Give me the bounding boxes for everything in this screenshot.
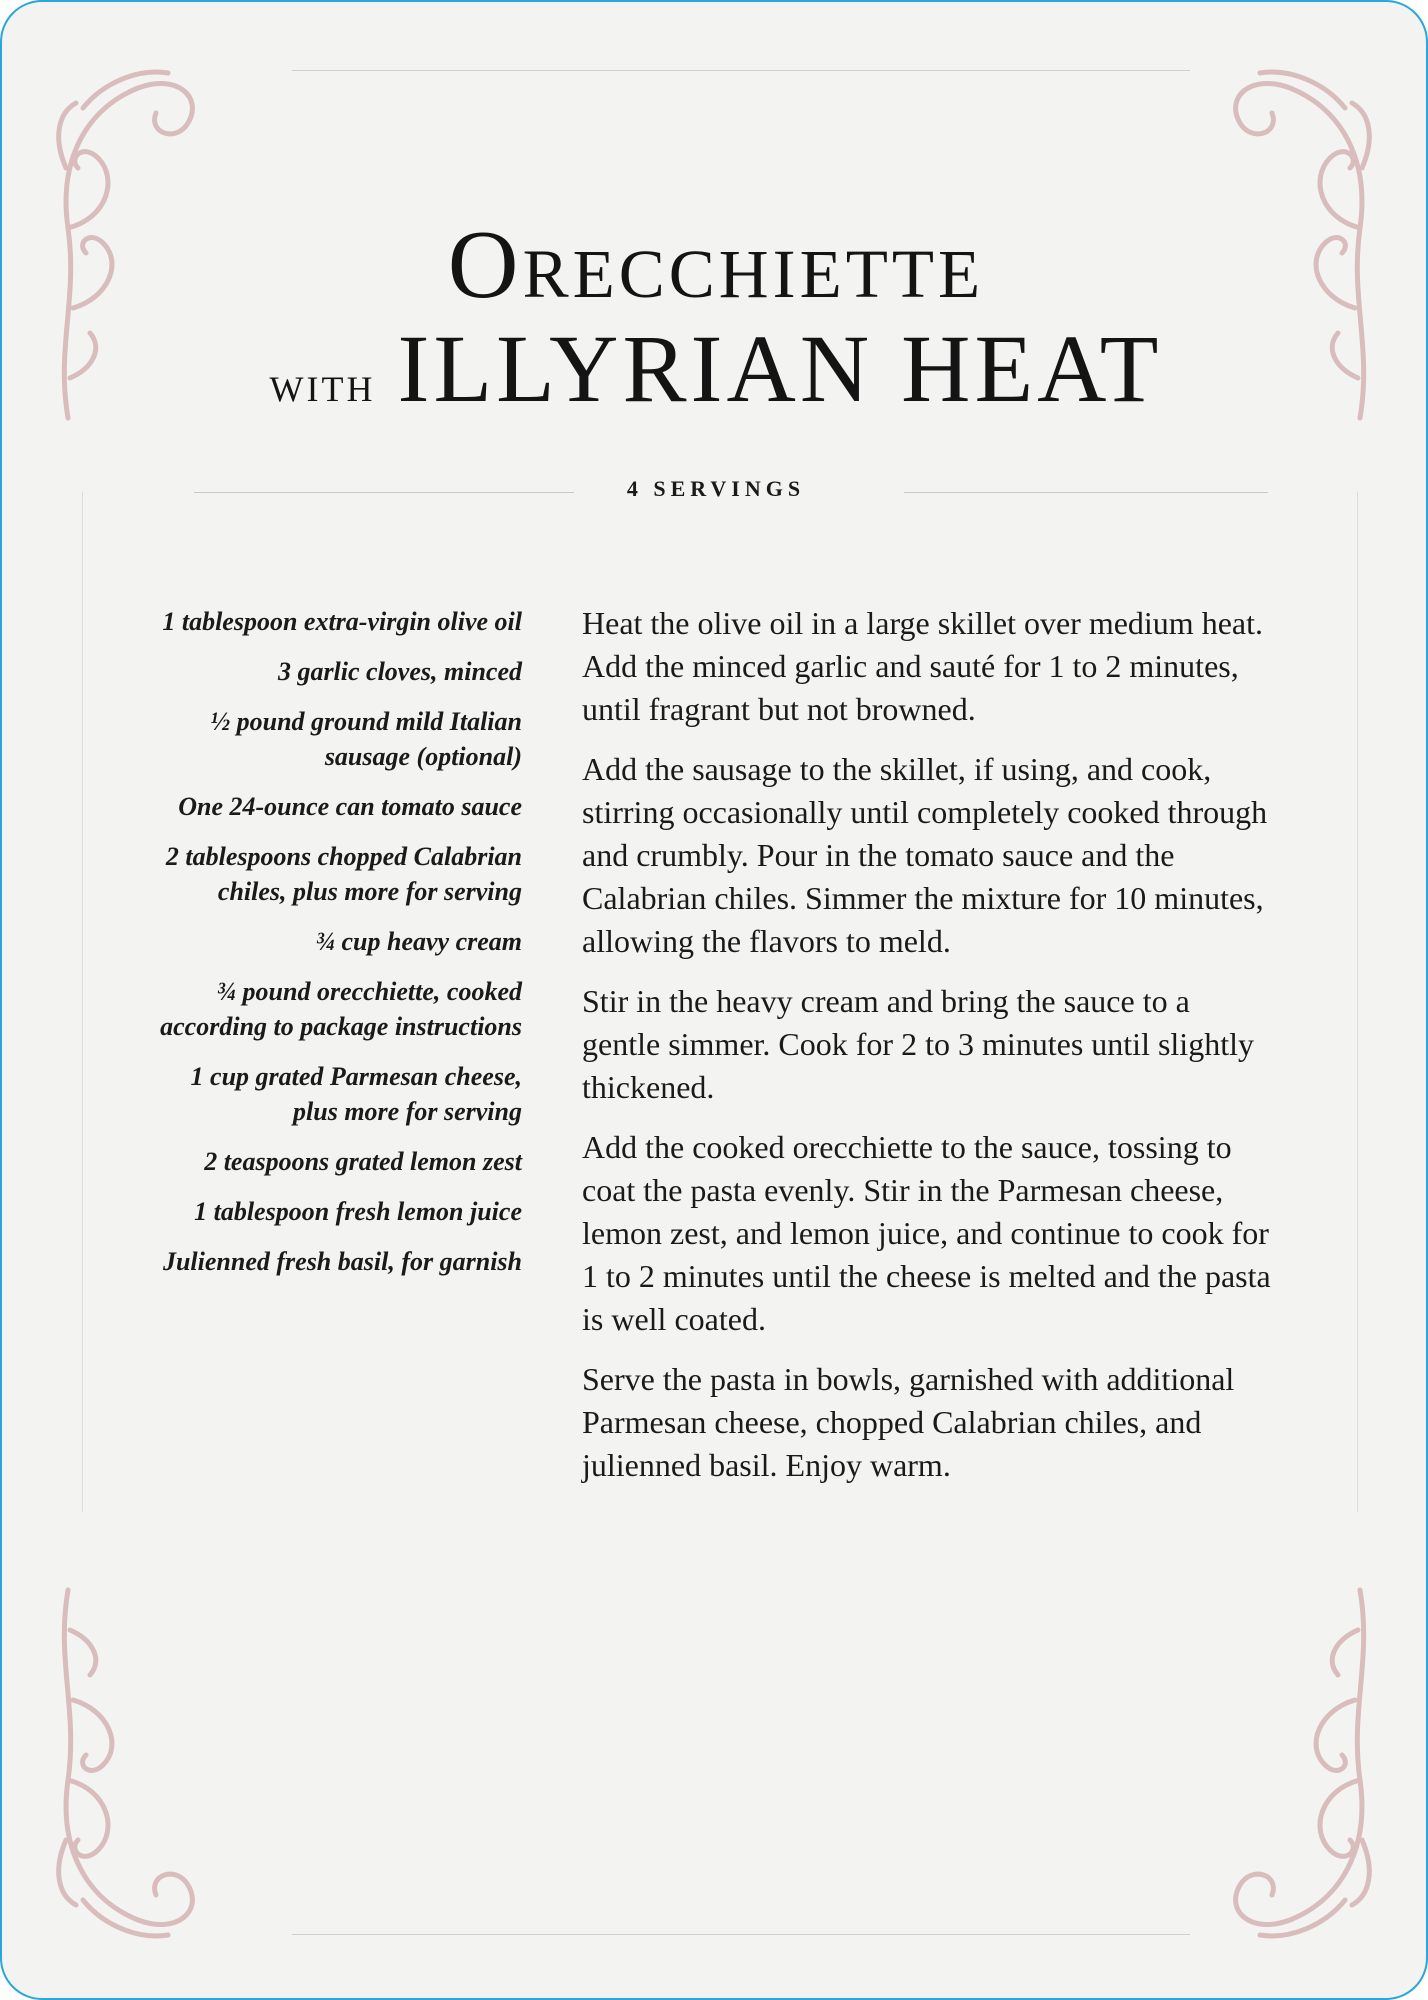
recipe-title [2, 213, 1428, 437]
ingredient-item: 1 cup grated Parmesan cheese, plus more for serving [190, 1062, 522, 1126]
title-line-1: Orecchiette [447, 211, 985, 320]
ingredient-item: 1 tablespoon fresh lemon juice [194, 1197, 522, 1226]
ingredient-item: 1 tablespoon extra-virgin olive oil [162, 607, 522, 636]
ingredient-item: ¾ pound orecchiette, cooked according to package instructions [160, 977, 522, 1041]
bottom-rule [292, 1934, 1190, 1935]
corner-flourish-bottom-left-icon [48, 1580, 208, 1960]
title-line-2 [2, 317, 1428, 437]
ingredient-item: One 24-ounce can tomato sauce [178, 792, 522, 821]
method-step: Add the cooked orecchiette to the sauce, tossing to coat the pasta evenly. Stir in the Parmesan cheese, lemon zest, and lemon juice, and continue to cook for 1 to 2 minutes until the cheese is melted and the pasta is well coated. [582, 1129, 1271, 1337]
ingredient-item: 3 garlic cloves, minced [277, 657, 522, 686]
ingredient-item: ½ pound ground mild Italian sausage (optional) [210, 707, 522, 771]
top-rule [292, 70, 1190, 71]
ingredient-item: 2 tablespoons chopped Calabrian chiles, plus more for serving [165, 842, 522, 906]
method-steps [582, 602, 1272, 1504]
servings-rule-right [904, 492, 1268, 493]
method-step: Heat the olive oil in a large skillet over medium heat. Add the minced garlic and sauté for 1 to 2 minutes, until fragrant but not browned. [582, 605, 1263, 727]
frame-line-left [82, 492, 83, 1512]
ingredient-item: ¾ cup heavy cream [315, 927, 522, 956]
method-step: Stir in the heavy cream and bring the sauce to a gentle simmer. Cook for 2 to 3 minutes until slightly thickened. [582, 983, 1254, 1105]
frame-line-right [1357, 492, 1358, 1512]
corner-flourish-bottom-right-icon [1220, 1580, 1380, 1960]
title-with: with [269, 356, 376, 414]
method-step: Serve the pasta in bowls, garnished with additional Parmesan cheese, chopped Calabrian chiles, and julienned basil. Enjoy warm. [582, 1361, 1235, 1483]
method-step: Add the sausage to the skillet, if using, and cook, stirring occasionally until completely cooked through and crumbly. Pour in the tomato sauce and the Calabrian chiles. Simmer the mixture for 10 minutes, allowing the flavors to meld. [582, 751, 1268, 959]
servings-label: 4 SERVINGS [626, 476, 806, 501]
ingredient-item: Julienned fresh basil, for garnish [162, 1247, 522, 1276]
title-illyrian-heat: ILLYRIAN HEAT [397, 315, 1163, 423]
ingredient-list [142, 604, 522, 1294]
ingredient-item: 2 teaspoons grated lemon zest [204, 1147, 522, 1176]
